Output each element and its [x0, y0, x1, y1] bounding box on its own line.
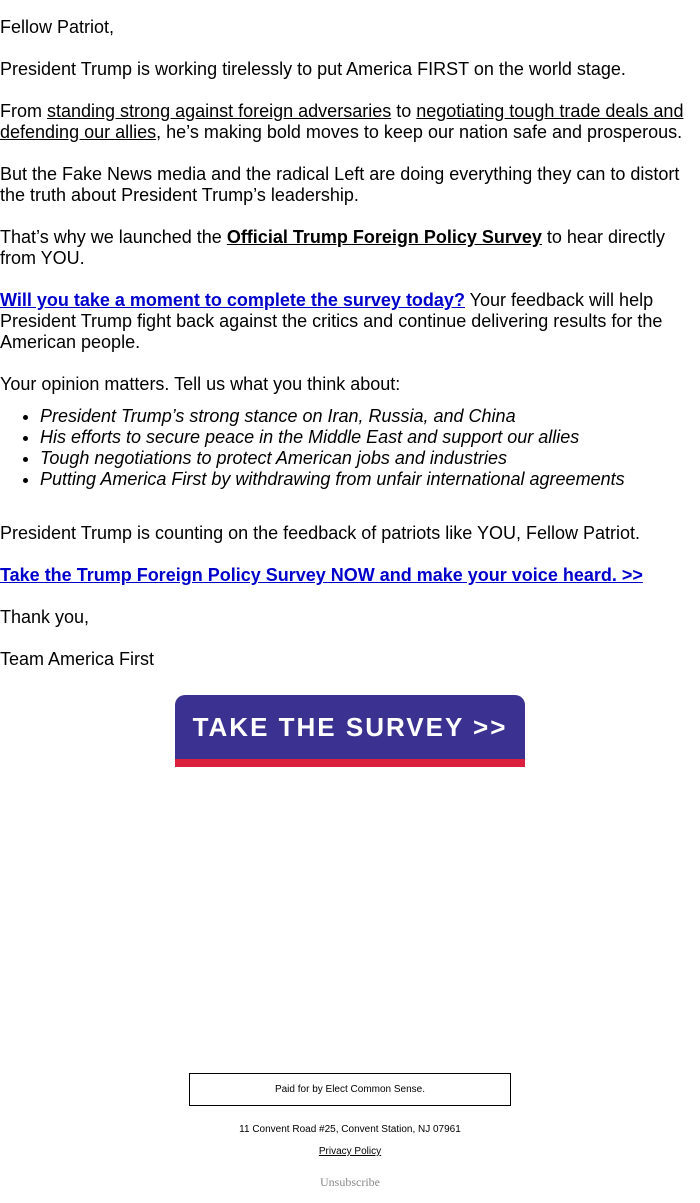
signature: Team America First [0, 649, 155, 669]
foreign-adversaries-link[interactable]: standing strong against foreign adversaries [47, 101, 392, 121]
cta-container [175, 695, 525, 767]
take-survey-link[interactable]: Take the Trump Foreign Policy Survey NOW and make your voice heard. >> [0, 565, 643, 585]
intro-paragraph: President Trump is working tirelessly to put America FIRST on the world stage. [0, 59, 626, 79]
counting-paragraph: President Trump is counting on the feedback of patriots like YOU, Fellow Patriot. [0, 523, 640, 543]
list-item: • His efforts to secure peace in the Middle East and support our allies [40, 427, 692, 448]
footer-unsubscribe [0, 1175, 700, 1189]
email-content [0, 17, 692, 691]
fake-news-paragraph: But the Fake News media and the radical Left are doing everything they can to distort the truth about President Trump’s leadership. [0, 164, 680, 205]
trade-deals-link[interactable]: negotiating tough trade deals and defending our allies [0, 101, 684, 142]
footer-privacy [0, 1146, 700, 1158]
footer-address: 11 Convent Road #25, Convent Station, NJ 07961 [239, 1124, 461, 1135]
para4-suffix: to hear directly from YOU. [0, 227, 665, 268]
take-survey-button[interactable]: TAKE THE SURVEY >> [175, 695, 525, 767]
unsubscribe-link[interactable]: Unsubscribe [320, 1175, 380, 1189]
para5-suffix: Your feedback will help President Trump fight back against the critics and continue delivering results for the American people. [0, 290, 663, 352]
survey-link-paragraph [0, 565, 692, 586]
para2-prefix: From [0, 101, 47, 121]
survey-intro-paragraph [0, 227, 692, 269]
accomplishments-paragraph [0, 101, 692, 143]
greeting: Fellow Patriot, [0, 17, 115, 37]
para2-middle: to [391, 101, 417, 121]
list-item: • Putting America First by withdrawing from unfair international agreements [40, 469, 692, 490]
opinion-paragraph: Your opinion matters. Tell us what you think about: [0, 374, 401, 394]
paid-for-disclaimer: Paid for by Elect Common Sense. [189, 1073, 511, 1106]
thanks-text: Thank you, [0, 607, 90, 627]
complete-survey-link[interactable]: Will you take a moment to complete the survey today? [0, 290, 465, 310]
topics-list [0, 406, 692, 490]
list-item: • President Trump’s strong stance on Iran, Russia, and China [40, 406, 692, 427]
official-survey-link[interactable]: Official Trump Foreign Policy Survey [226, 227, 542, 247]
list-item: • Tough negotiations to protect American jobs and industries [40, 448, 692, 469]
survey-request-paragraph [0, 290, 692, 353]
privacy-policy-link[interactable]: Privacy Policy [318, 1146, 382, 1157]
para4-prefix: That’s why we launched the [0, 227, 227, 247]
para2-suffix: , he’s making bold moves to keep our nation safe and prosperous. [156, 122, 683, 142]
